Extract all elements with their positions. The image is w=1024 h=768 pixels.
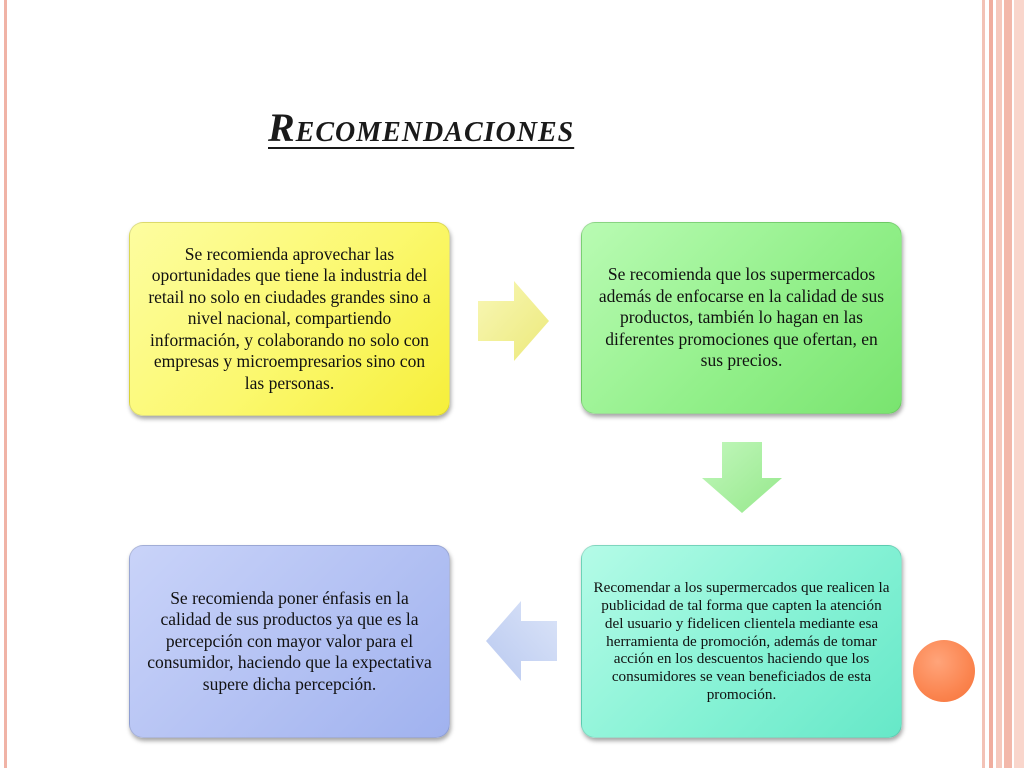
arrow-left-icon <box>486 601 557 681</box>
recommendation-text: Recomendar a los supermercados que realicen la publicidad de tal forma que capten la atención del usuario y fidelicen clientela mediante esa herramienta de promoción, además de tomar acción en los descuentos haciendo que los consumidores se vean beneficiados de esta promoción. <box>593 579 890 703</box>
left-frame-line <box>4 0 7 768</box>
recommendation-box-quality-promotions <box>581 222 902 414</box>
slide-title: Recomendaciones <box>268 105 575 150</box>
recommendation-box-retail-opportunities <box>129 222 450 416</box>
recommendation-text: Se recomienda aprovechar las oportunidades que tiene la industria del retail no solo en ciudades grandes sino a nivel nacional, compartiendo información, y colaborando no solo con empresas y microempresarios sino con las personas. <box>148 243 431 393</box>
arrow-right-icon <box>478 281 549 361</box>
recommendation-box-product-quality <box>129 545 450 738</box>
recommendation-box-advertising <box>581 545 902 738</box>
frame-stripe <box>996 0 1002 768</box>
recommendation-text: Se recomienda poner énfasis en la calidad de sus productos ya que es la percepción con mayor valor para el consumidor, haciendo que la expectativa supere dicha percepción. <box>147 587 432 694</box>
right-frame-stripes <box>978 0 1024 768</box>
decorative-circle <box>913 640 975 702</box>
frame-stripe <box>989 0 993 768</box>
frame-stripe <box>982 0 985 768</box>
recommendation-text: Se recomienda que los supermercados además de enfocarse en la calidad de sus productos, también lo hagan en las diferentes promociones que ofertan, en sus precios. <box>598 264 885 371</box>
frame-stripe <box>1004 0 1012 768</box>
frame-stripe <box>1014 0 1024 768</box>
arrow-down-icon <box>702 442 782 513</box>
